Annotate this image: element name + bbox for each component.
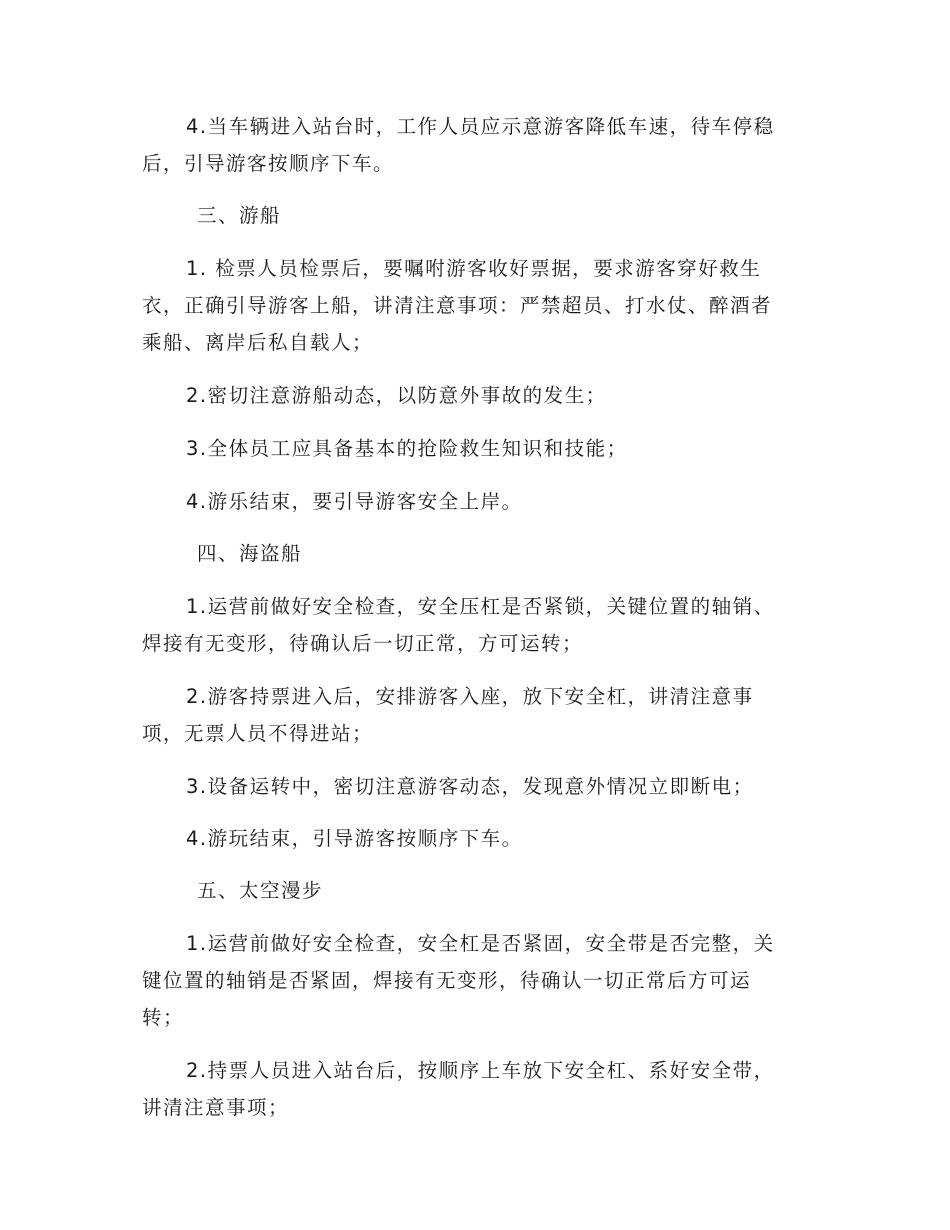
text-line: 乘船、离岸后私自载人； [142,331,374,354]
text-line: 衣，正确引导游客上船，讲清注意事项：严禁超员、打水仗、醉酒者 [142,294,773,317]
text-line: 1. 检票人员检票后，要嘱咐游客收好票据，要求游客穿好救生 [186,257,762,280]
text-line: 转； [142,1006,185,1029]
paragraph-boat-end: 4.游乐结束，要引导游客安全上岸。 [186,490,523,513]
section-heading-boat: 三、游船 [197,204,282,227]
text-line: 1.运营前做好安全检查，安全杠是否紧固，安全带是否完整，关 [186,932,775,955]
text-line: 1.运营前做好安全检查，安全压杠是否紧锁，关键位置的轴销、 [186,595,775,618]
text-line: 2.持票人员进入站台后，按顺序上车放下安全杠、系好安全带， [186,1059,775,1082]
text-line: 键位置的轴销是否紧固，焊接有无变形，待确认一切正常后方可运 [142,969,752,992]
paragraph-pirate-operation: 3.设备运转中，密切注意游客动态，发现意外情况立即断电； [186,775,754,798]
text-line: 焊接有无变形，待确认后一切正常，方可运转； [142,632,584,655]
text-line: 4.当车辆进入站台时，工作人员应示意游客降低车速，待车停稳 [186,115,775,138]
paragraph-pirate-end: 4.游玩结束，引导游客按顺序下车。 [186,827,523,850]
text-line: 项，无票人员不得进站； [142,722,374,745]
text-line: 后，引导游客按顺序下车。 [142,152,395,175]
section-heading-pirate-ship: 四、海盗船 [197,542,303,565]
paragraph-boat-monitor: 2.密切注意游船动态，以防意外事故的发生； [186,384,607,407]
text-line: 2.游客持票进入后，安排游客入座，放下安全杠，讲清注意事 [186,685,754,708]
paragraph-boat-rescue-skills: 3.全体员工应具备基本的抢险救生知识和技能； [186,437,628,460]
text-line: 讲清注意事项； [142,1096,290,1119]
section-heading-space-walk: 五、太空漫步 [197,879,324,902]
